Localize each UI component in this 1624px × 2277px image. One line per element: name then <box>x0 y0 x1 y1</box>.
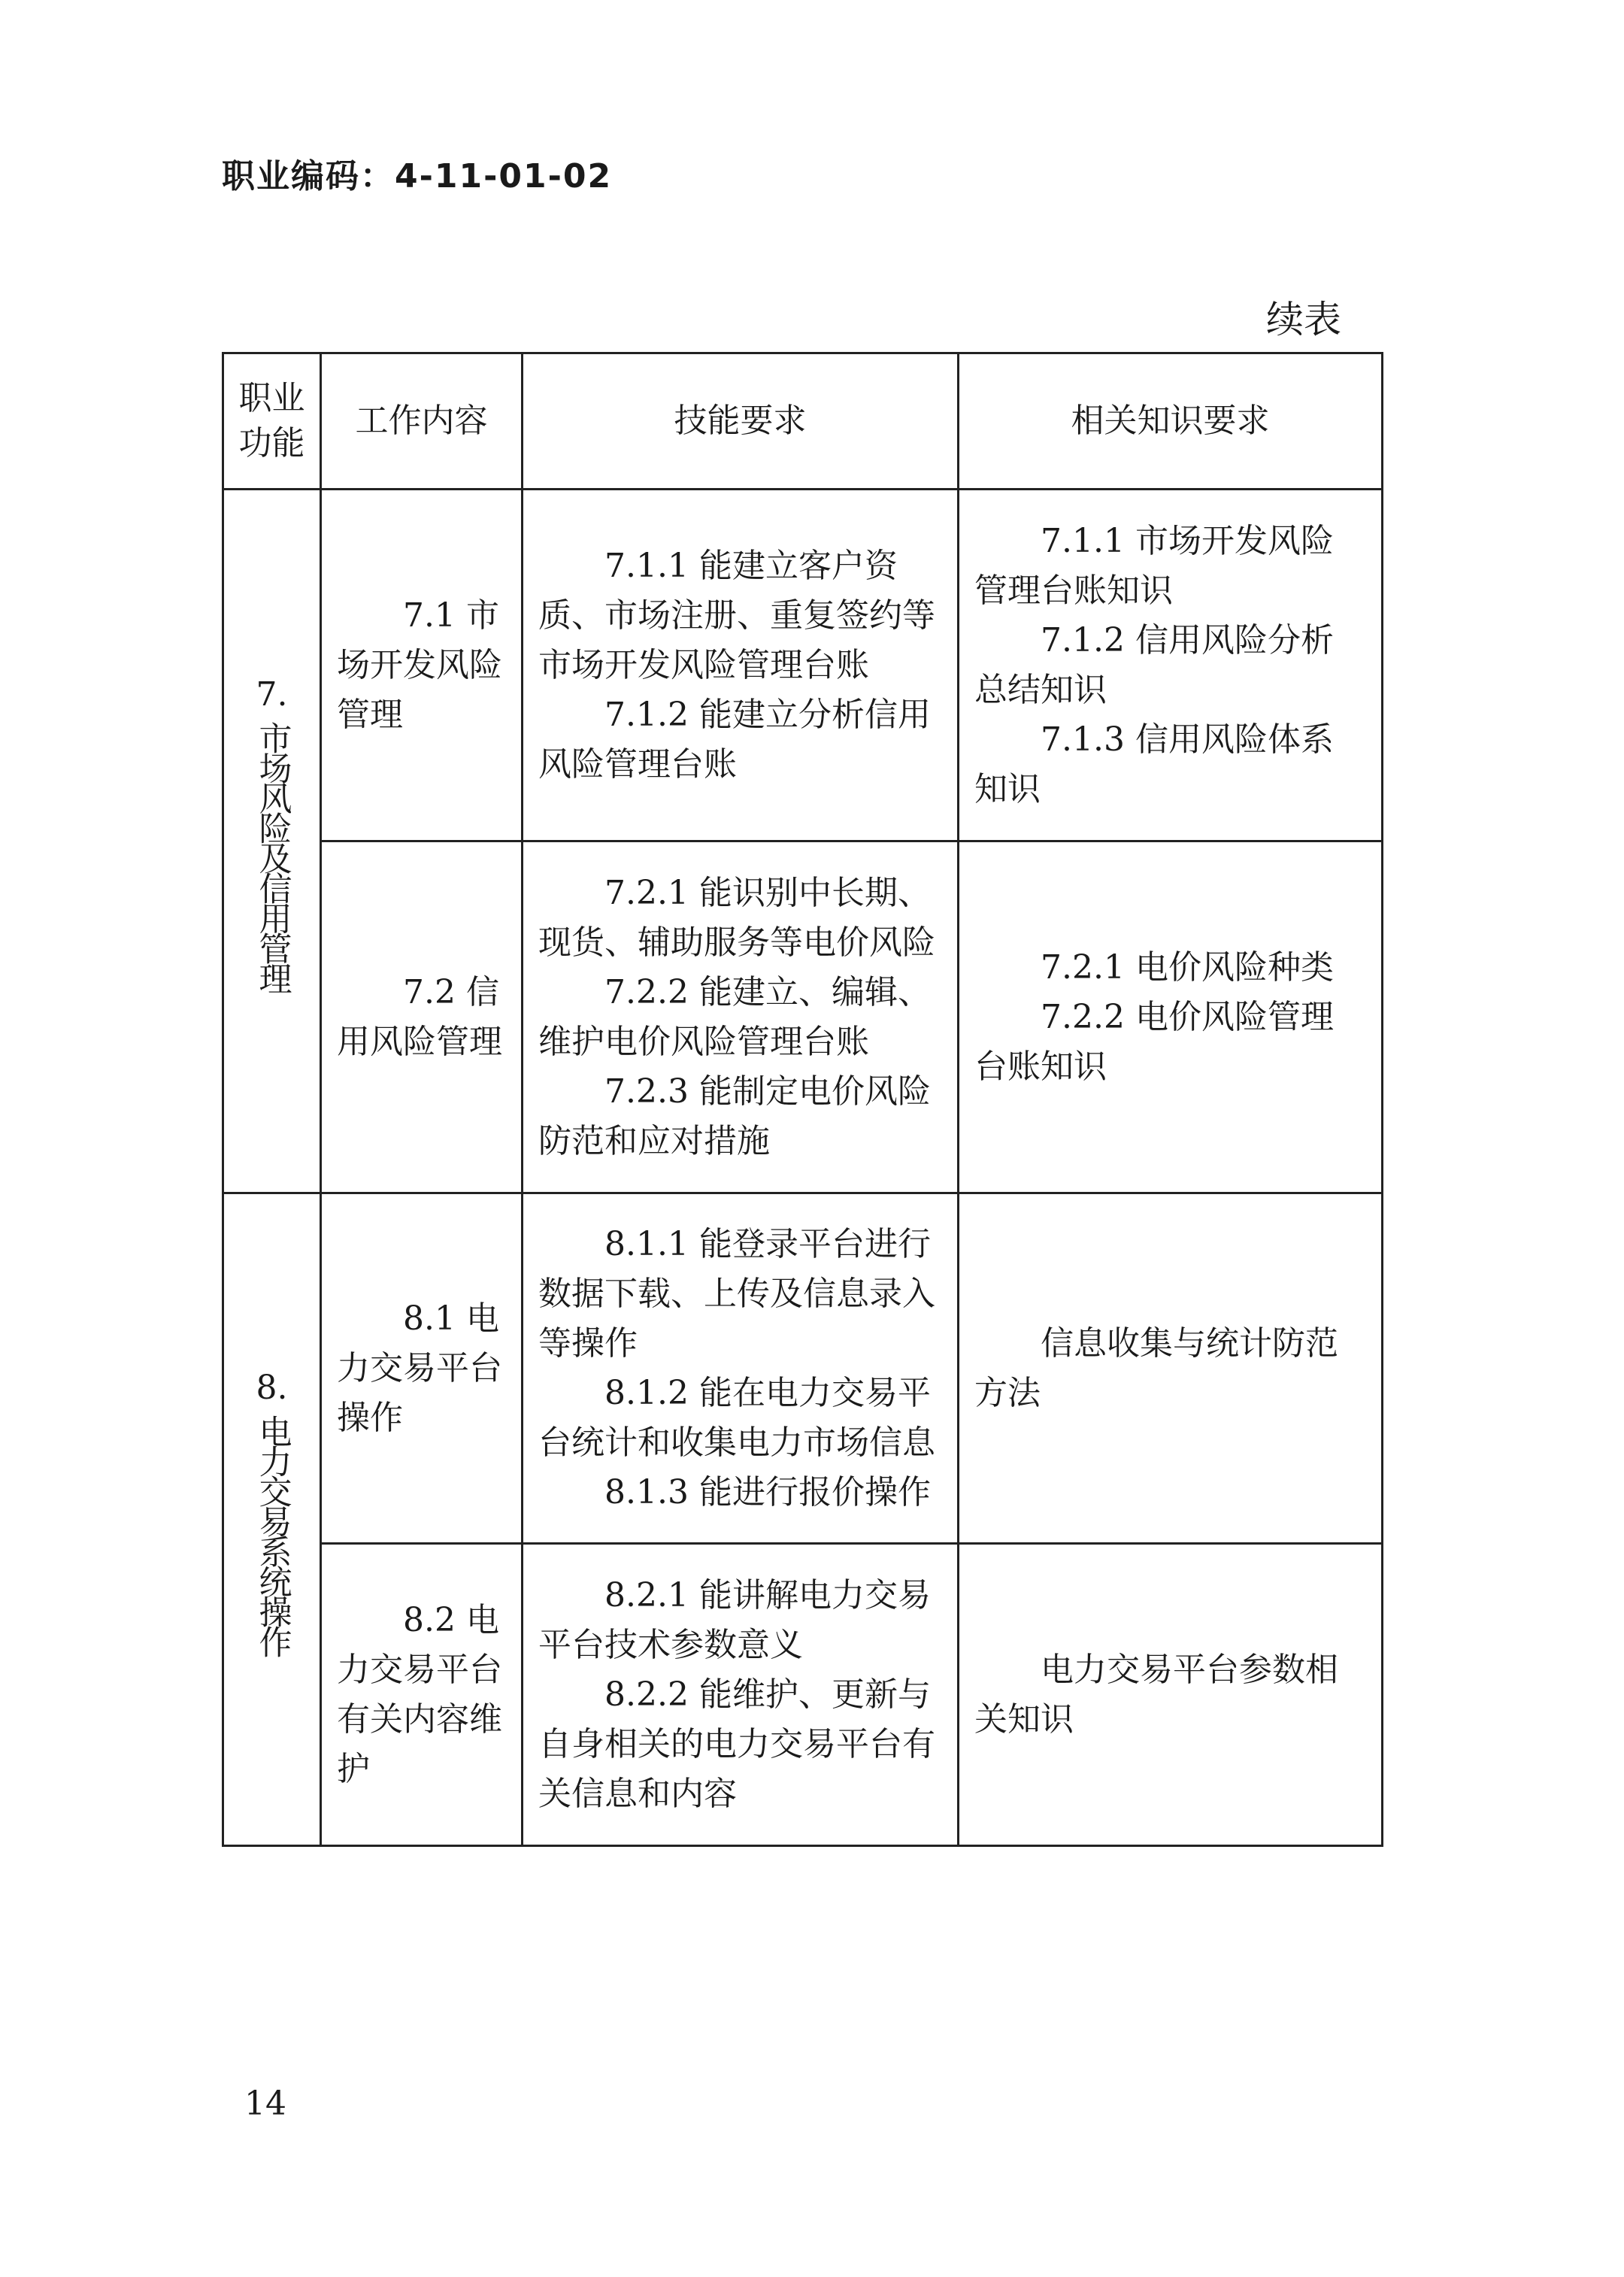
skills-table <box>222 352 1383 1847</box>
header-content: 工作内容 <box>321 353 523 490</box>
knowledge-cell <box>959 490 1383 841</box>
content-cell: 8.2 电力交易平台有关内容维护 <box>321 1544 523 1846</box>
page-number: 14 <box>244 2084 286 2123</box>
skill-item: 8.1.3 能进行报价操作 <box>604 1472 931 1511</box>
skill-item: 8.1.2 能在电力交易平台统计和收集电力市场信息 <box>538 1373 935 1462</box>
function-number: 7. <box>256 675 288 714</box>
knowledge-item: 7.2.2 电价风险管理台账知识 <box>974 997 1334 1086</box>
knowledge-item: 信息收集与统计防范方法 <box>974 1323 1338 1412</box>
header-knowledge: 相关知识要求 <box>959 353 1383 490</box>
skill-item: 7.2.3 能制定电价风险防范和应对措施 <box>538 1072 931 1160</box>
skills-cell <box>523 841 959 1193</box>
skill-item: 7.1.1 能建立客户资质、市场注册、重复签约等市场开发风险管理台账 <box>538 546 935 684</box>
skill-item: 8.2.2 能维护、更新与自身相关的电力交易平台有关信息和内容 <box>538 1675 935 1813</box>
knowledge-cell <box>959 841 1383 1193</box>
table-row <box>223 841 1383 1193</box>
skill-item: 7.2.2 能建立、编辑、维护电价风险管理台账 <box>538 972 931 1061</box>
content-cell: 7.1 市场开发风险管理 <box>321 490 523 841</box>
continued-label: 续表 <box>1266 298 1341 341</box>
knowledge-item: 7.2.1 电价风险种类 <box>1041 947 1334 987</box>
knowledge-item: 电力交易平台参数相关知识 <box>974 1650 1338 1739</box>
knowledge-cell <box>959 1193 1383 1544</box>
function-cell <box>223 1193 321 1846</box>
skill-item: 8.2.1 能讲解电力交易平台技术参数意义 <box>538 1575 931 1664</box>
knowledge-item: 7.1.1 市场开发风险管理台账知识 <box>974 521 1334 610</box>
header-row <box>223 353 1383 490</box>
knowledge-item: 7.1.3 信用风险体系知识 <box>974 720 1334 808</box>
skill-item: 8.1.1 能登录平台进行数据下载、上传及信息录入等操作 <box>538 1224 935 1363</box>
knowledge-item: 7.1.2 信用风险分析总结知识 <box>974 620 1334 709</box>
header-skills: 技能要求 <box>523 353 959 490</box>
table-row <box>223 1544 1383 1846</box>
skills-cell <box>523 1193 959 1544</box>
skill-item: 7.1.2 能建立分析信用风险管理台账 <box>538 695 931 784</box>
function-cell <box>223 490 321 1193</box>
function-number: 8. <box>256 1369 288 1407</box>
function-title: 市场风险及信用管理 <box>253 721 292 992</box>
content-cell: 8.1 电力交易平台操作 <box>321 1193 523 1544</box>
skills-cell <box>523 490 959 841</box>
table-row <box>223 1193 1383 1544</box>
table-row <box>223 490 1383 841</box>
function-title: 电力交易系统操作 <box>253 1414 292 1655</box>
knowledge-cell <box>959 1544 1383 1846</box>
header-function: 职业 功能 <box>223 353 321 490</box>
occupation-code: 职业编码：4-11-01-02 <box>222 157 613 196</box>
skill-item: 7.2.1 能识别中长期、现货、辅助服务等电价风险 <box>538 873 935 962</box>
content-cell: 7.2 信用风险管理 <box>321 841 523 1193</box>
skills-cell <box>523 1544 959 1846</box>
